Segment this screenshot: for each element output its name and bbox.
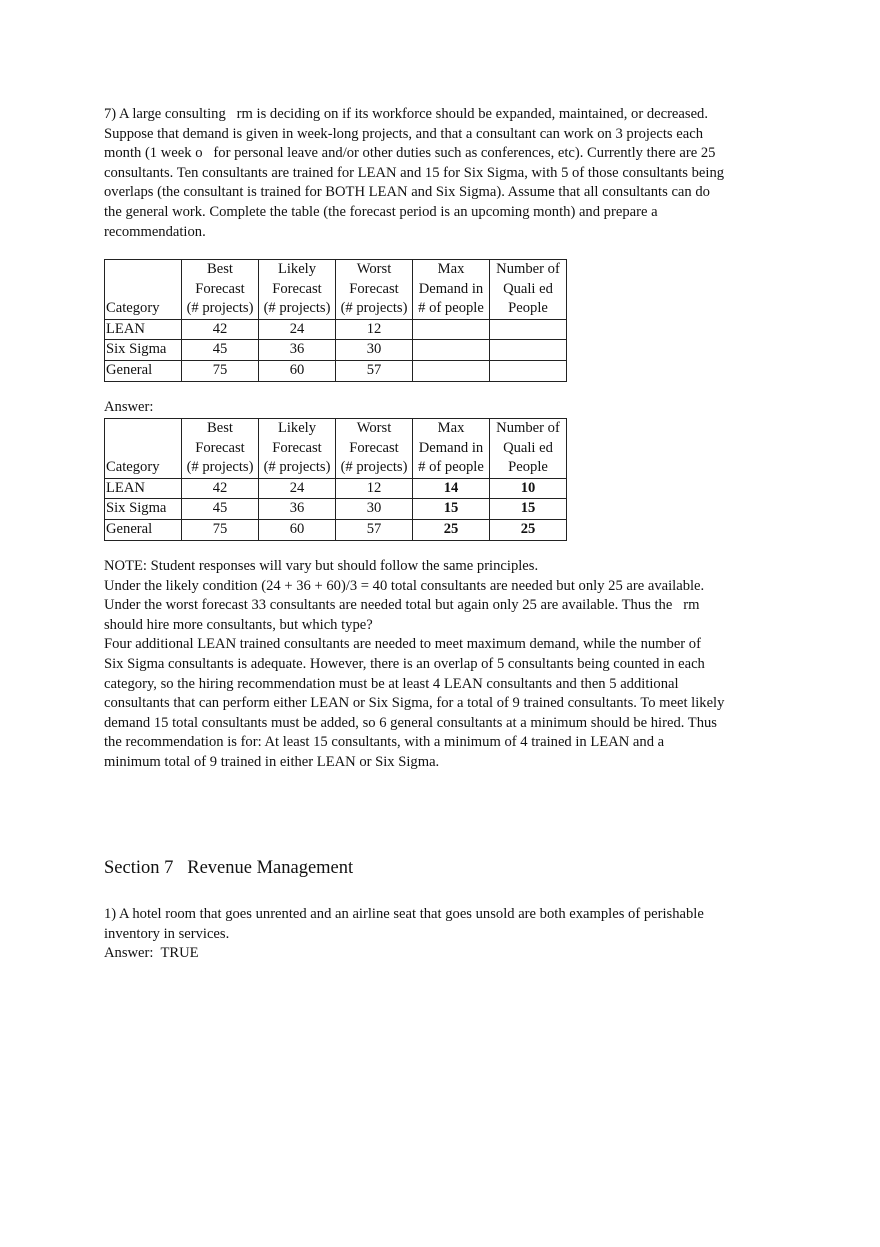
- category-cell: Six Sigma: [105, 340, 182, 361]
- text-line: recommendation.: [104, 223, 206, 240]
- text-line: should hire more consultants, but which type?: [104, 616, 373, 633]
- category-cell: LEAN: [105, 478, 182, 499]
- value-cell: 60: [259, 360, 336, 381]
- header-line: Max: [437, 261, 465, 277]
- table-row: [105, 478, 567, 499]
- value-cell: 75: [182, 519, 259, 540]
- category-cell: LEAN: [105, 319, 182, 340]
- value-cell: [490, 360, 567, 381]
- header-line: Quali ed: [503, 280, 553, 297]
- header-line: # of people: [418, 459, 484, 476]
- value-cell: [490, 319, 567, 340]
- text-line: Under the likely condition (24 + 36 + 60)/3 = 40 total consultants are needed but only 25 are available.: [104, 577, 705, 594]
- column-header: [182, 419, 259, 479]
- value-cell: 45: [182, 340, 259, 361]
- header-line: Best: [207, 420, 233, 436]
- value-cell: 42: [182, 319, 259, 340]
- value-cell: 25: [490, 519, 567, 540]
- text-line: Answer: TRUE: [104, 945, 199, 962]
- header-line: Worst: [356, 261, 392, 277]
- header-line: Worst: [356, 420, 392, 436]
- text-line: month (1 week o for personal leave and/or other duties such as conferences, etc). Currently there are 25: [104, 145, 716, 162]
- column-header: [182, 260, 259, 320]
- column-header: [490, 419, 567, 479]
- header-row: [105, 419, 567, 479]
- value-cell: 12: [336, 319, 413, 340]
- header-line: People: [508, 300, 548, 317]
- note-text: [104, 557, 784, 773]
- header-line: Quali ed: [503, 439, 553, 456]
- text-line: the general work. Complete the table (the forecast period is an upcoming month) and prepare a: [104, 203, 658, 220]
- text-line: consultants that can perform either LEAN or Six Sigma, for a total of 9 trained consultants. To meet likely: [104, 695, 725, 712]
- column-header: [105, 260, 182, 320]
- value-cell: 57: [336, 519, 413, 540]
- value-cell: 15: [490, 499, 567, 520]
- text-line: category, so the hiring recommendation must be at least 4 LEAN consultants and then 5 additional: [104, 675, 679, 692]
- text-line: the recommendation is for: At least 15 consultants, with a minimum of 4 trained in LEAN and a: [104, 734, 665, 751]
- value-cell: 60: [259, 519, 336, 540]
- text-line: overlaps (the consultant is trained for BOTH LEAN and Six Sigma). Assume that all consultants can do: [104, 184, 710, 201]
- value-cell: 36: [259, 340, 336, 361]
- column-header: [413, 260, 490, 320]
- table-row: [105, 360, 567, 381]
- text-line: demand 15 total consultants must be added, so 6 general consultants at a minimum should be hired. Thus: [104, 714, 717, 731]
- header-line: Category: [106, 300, 160, 317]
- question-1-text: [104, 905, 784, 964]
- table-row: [105, 319, 567, 340]
- header-line: Best: [207, 261, 233, 277]
- value-cell: 12: [336, 478, 413, 499]
- header-line: Forecast: [195, 439, 245, 456]
- header-line: (# projects): [186, 459, 254, 476]
- value-cell: [413, 319, 490, 340]
- header-line: Number of: [496, 261, 560, 277]
- value-cell: 15: [413, 499, 490, 520]
- question-7-text: [104, 105, 784, 242]
- value-cell: 42: [182, 478, 259, 499]
- header-line: People: [508, 459, 548, 476]
- answer-label-text: Answer:: [104, 399, 154, 415]
- header-line: Demand in: [418, 280, 484, 297]
- value-cell: 25: [413, 519, 490, 540]
- table-row: [105, 340, 567, 361]
- text-line: Six Sigma consultants is adequate. However, there is an overlap of 5 consultants being counted in each: [104, 655, 705, 672]
- header-line: Demand in: [418, 439, 484, 456]
- value-cell: 24: [259, 319, 336, 340]
- column-header: [105, 419, 182, 479]
- header-row: [105, 260, 567, 320]
- column-header: [413, 419, 490, 479]
- category-cell: Six Sigma: [105, 499, 182, 520]
- header-line: Forecast: [349, 439, 399, 456]
- value-cell: 30: [336, 499, 413, 520]
- value-cell: 14: [413, 478, 490, 499]
- value-cell: 45: [182, 499, 259, 520]
- header-line: (# projects): [340, 459, 408, 476]
- column-header: [259, 260, 336, 320]
- column-header: [259, 419, 336, 479]
- header-line: Forecast: [272, 280, 322, 297]
- value-cell: 75: [182, 360, 259, 381]
- header-line: (# projects): [186, 300, 254, 317]
- text-line: Four additional LEAN trained consultants are needed to meet maximum demand, while the number of: [104, 636, 701, 653]
- value-cell: 30: [336, 340, 413, 361]
- value-cell: [413, 360, 490, 381]
- text-line: inventory in services.: [104, 925, 230, 942]
- header-line: Number of: [496, 420, 560, 436]
- header-line: (# projects): [263, 459, 331, 476]
- category-cell: General: [105, 360, 182, 381]
- text-line: minimum total of 9 trained in either LEAN or Six Sigma.: [104, 753, 440, 770]
- value-cell: [413, 340, 490, 361]
- category-cell: General: [105, 519, 182, 540]
- table-row: [105, 499, 567, 520]
- value-cell: 10: [490, 478, 567, 499]
- header-line: Category: [106, 459, 160, 476]
- header-line: (# projects): [263, 300, 331, 317]
- table-row: [105, 519, 567, 540]
- answer-table: [104, 418, 567, 541]
- header-line: Forecast: [272, 439, 322, 456]
- text-line: Under the worst forecast 33 consultants are needed total but again only 25 are available. Thus the rm: [104, 597, 700, 614]
- text-line: Suppose that demand is given in week-long projects, and that a consultant can work on 3 projects each: [104, 125, 703, 142]
- value-cell: 36: [259, 499, 336, 520]
- header-line: Likely: [277, 261, 317, 277]
- column-header: [336, 419, 413, 479]
- text-line: consultants. Ten consultants are trained for LEAN and 15 for Six Sigma, with 5 of those consultants being: [104, 164, 725, 181]
- forecast-table: [104, 259, 567, 382]
- header-line: Max: [437, 420, 465, 436]
- value-cell: 24: [259, 478, 336, 499]
- header-line: # of people: [418, 300, 484, 317]
- header-line: Forecast: [195, 280, 245, 297]
- section-heading: Section 7 Revenue Management: [104, 858, 354, 878]
- header-line: Forecast: [349, 280, 399, 297]
- text-line: 1) A hotel room that goes unrented and an airline seat that goes unsold are both examples of perishable: [104, 906, 704, 922]
- value-cell: [490, 340, 567, 361]
- column-header: [336, 260, 413, 320]
- value-cell: 57: [336, 360, 413, 381]
- text-line: NOTE: Student responses will vary but should follow the same principles.: [104, 558, 539, 574]
- column-header: [490, 260, 567, 320]
- header-line: Likely: [277, 420, 317, 436]
- header-line: (# projects): [340, 300, 408, 317]
- answer-label: [104, 398, 784, 418]
- text-line: 7) A large consulting rm is deciding on if its workforce should be expanded, maintained, or decreased.: [104, 106, 708, 122]
